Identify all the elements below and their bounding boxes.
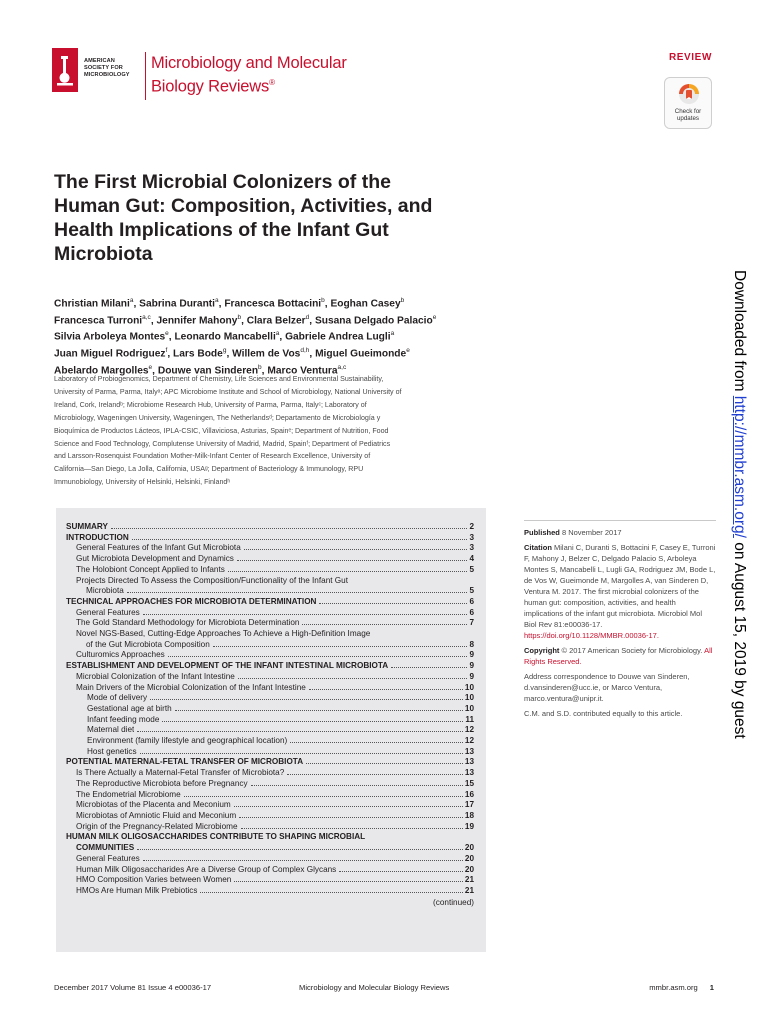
toc-item[interactable] [66, 736, 474, 747]
toc-list [66, 522, 474, 897]
toc-item[interactable] [66, 822, 474, 833]
author-affiliation-mark: a [215, 297, 219, 304]
toc-leader-dots [251, 785, 463, 786]
author-affiliation-mark: b [258, 363, 262, 371]
toc-item[interactable] [66, 576, 474, 587]
toc-item[interactable] [66, 843, 474, 854]
author-affiliation-mark: e [165, 330, 169, 338]
toc-item-page: 5 [469, 586, 474, 596]
watermark-link[interactable]: http://mmbr.asm.org/ [731, 395, 748, 538]
author-line: Abelardo Margolles$^e$, Douwe van Sinderen$^b$, Marco Ventura$^{a,c}$ [54, 363, 347, 377]
footer-journal: Microbiology and Molecular Biology Reviews [299, 983, 450, 992]
toc-leader-dots [309, 689, 463, 690]
author-affiliation-mark: f [165, 347, 168, 355]
author-name: Marco Ventura [267, 365, 338, 377]
toc-item-page: 18 [464, 810, 474, 820]
toc-leader-dots [234, 806, 463, 807]
toc-item-label: of the Gut Microbiota Composition [86, 639, 210, 649]
toc-leader-dots [244, 549, 468, 550]
info-divider [524, 520, 716, 521]
toc-item-label: The Gold Standard Methodology for Microbiota Determination [76, 618, 300, 628]
author-name: Douwe van Sinderen [157, 365, 259, 377]
check-updates-icon [678, 83, 700, 105]
toc-item-page: 21 [464, 875, 474, 885]
footer-issue: December 2017 Volume 81 Issue 4 e00036-17 [54, 983, 212, 992]
author-affiliation-mark: d,h [300, 347, 310, 355]
toc-item-label: Main Drivers of the Microbial Colonization of the Infant Intestine [76, 682, 306, 692]
toc-item[interactable] [66, 832, 474, 843]
author-affiliation-mark: e [432, 313, 437, 321]
toc-item[interactable] [66, 693, 474, 704]
toc-item-label: SUMMARY [66, 522, 108, 531]
toc-item-label: Microbiota [86, 586, 124, 596]
author-name: Clara Belzer [246, 315, 306, 327]
author-affiliation-mark: a [129, 297, 134, 304]
toc-leader-dots [319, 603, 467, 604]
toc-item[interactable] [66, 586, 474, 597]
toc-item-label: The Holobiont Concept Applied to Infants [76, 564, 225, 574]
affiliations: Laboratory of Probiogenomics, Department of Chemistry, Life Sciences and Environmental Sustainability, University of Parma, Parma, Italyᵃ; APC Microbiome Institute and School of Microbiology, National University of Ireland, Cork, Irelandᵇ; Microbiome Research Hub, University of Parma, Parma, Italyᶜ; Laboratory of Microbiology, Wageningen University, Wageningen, The Netherlandsᵈ; Departamento de Microbiología y Bioquímica de Productos Lácteos, IPLA-CSIC, Villaviciosa, Asturias, Spainᵉ; Department of Nutrition, Food Science and Food Technology, Complutense University of Madrid, Madrid, Spainᶠ; Department of Pediatrics and Larsson-Rosenquist Foundation Mother-Milk-Infant Center of Research Excellence, University of California—San Diego, La Jolla, California, USAᵍ; Department of Bacteriology & Immunology, RPU Immunobiology, University of Helsinki, Helsinki, Finlandʰ [54, 375, 402, 487]
article-title: The First Microbial Colonizers of the Human Gut: Composition, Activities, and Health Implications of the Infant Gut Microbiota [54, 171, 433, 265]
toc-item-page: 5 [469, 564, 474, 574]
toc-item-label: Maternal diet [87, 725, 135, 735]
author-name: Miguel Gueimonde [315, 348, 407, 360]
toc-item[interactable] [66, 618, 474, 629]
footer-url[interactable]: mmbr.asm.org [649, 983, 698, 992]
toc-item-page: 13 [464, 768, 474, 778]
author-affiliation-mark: b [400, 297, 405, 304]
toc-item-page: 12 [464, 725, 474, 735]
footer-right [649, 983, 714, 992]
rights-link[interactable]: All Rights Reserved. [524, 646, 713, 666]
toc-leader-dots [140, 753, 463, 754]
toc-item-label: Projects Directed To Assess the Composition/Functionality of the Infant Gut [76, 575, 348, 585]
author-affiliation-mark: e [406, 347, 410, 355]
author-list [54, 294, 494, 377]
toc-item-label: INTRODUCTION [66, 532, 129, 542]
toc-item-page: 2 [469, 522, 474, 531]
author-name: Jennifer Mahony [156, 315, 238, 327]
toc-item[interactable] [66, 629, 474, 640]
toc-item-page: 9 [469, 671, 474, 681]
toc-item[interactable] [66, 886, 474, 897]
toc-item[interactable] [66, 768, 474, 779]
toc-leader-dots [143, 860, 463, 861]
toc-item-label: Microbial Colonization of the Infant Intestine [76, 671, 235, 681]
toc-item-label: General Features [76, 607, 140, 617]
journal-divider [145, 52, 146, 100]
toc-item[interactable] [66, 661, 474, 672]
microscope-logo-icon [52, 48, 78, 92]
toc-leader-dots [168, 656, 468, 657]
toc-item[interactable] [66, 725, 474, 736]
toc-item[interactable] [66, 543, 474, 554]
toc-item-label: General Features [76, 853, 140, 863]
citation-note: Citation Milani C, Duranti S, Bottacini F, Casey E, Turroni F, Mahony J, Belzer C, Delgado Palacio S, Arboleya Montes S, Mancabelli L, Lugli GA, Rodriguez JM, Bode L, de Vos W, Gueimonde M, Margolles A, van Sinderen D, Ventura M. 2017. The first microbial colonizers of the human gut: composition, activities, and health implications of the infant gut microbiota. Microbiol Mol Biol Rev 81:e00036-17. https://doi.org/10.1128/MMBR.00036-17. [524, 543, 716, 640]
author-name: Francesca Bottacini [224, 298, 322, 310]
toc-item[interactable] [66, 522, 474, 533]
toc-item-label: Microbiotas of Amniotic Fluid and Meconium [76, 810, 237, 820]
toc-item-page: 10 [464, 682, 474, 692]
toc-item-label: Origin of the Pregnancy-Related Microbiome [76, 821, 238, 831]
author-name: Eoghan Casey [330, 298, 401, 310]
toc-item-page: 3 [469, 532, 474, 542]
toc-item-label: General Features of the Infant Gut Microbiota [76, 543, 241, 553]
equal-contribution-note: C.M. and S.D. contributed equally to this article. [524, 709, 683, 718]
author-name: Gabriele Andrea Lugli [285, 331, 391, 343]
toc-item[interactable] [66, 854, 474, 865]
toc-leader-dots [150, 699, 463, 700]
toc-item-page: 21 [464, 885, 474, 895]
toc-item[interactable] [66, 554, 474, 565]
table-of-contents [56, 508, 486, 952]
toc-leader-dots [213, 646, 468, 647]
toc-item[interactable] [66, 597, 474, 608]
author-line: Silvia Arboleya Montes$^e$, Leonardo Mancabelli$^a$, Gabriele Andrea Lugli$^a$ [54, 330, 395, 343]
correspondence-note: Address correspondence to Douwe van Sinderen, d.vansinderen@ucc.ie, or Marco Ventura, marco.ventura@unipr.it. [524, 672, 690, 703]
toc-item[interactable] [66, 747, 474, 758]
author-name: Leonardo Mancabelli [174, 331, 276, 343]
toc-leader-dots [132, 539, 468, 540]
toc-leader-dots [306, 763, 463, 764]
author-affiliation-mark: a,c [337, 363, 347, 371]
asm-logo [52, 48, 150, 98]
toc-item-page: 20 [464, 864, 474, 874]
toc-item[interactable] [66, 875, 474, 886]
toc-leader-dots [241, 828, 463, 829]
toc-item-page: 10 [464, 703, 474, 713]
toc-continued-note: (continued) [433, 897, 474, 907]
toc-leader-dots [184, 796, 463, 797]
toc-item[interactable] [66, 640, 474, 651]
toc-item-label: Microbiotas of the Placenta and Meconium [76, 800, 231, 810]
toc-item[interactable] [66, 672, 474, 683]
toc-item-page: 13 [464, 746, 474, 756]
toc-item-label: POTENTIAL MATERNAL-FETAL TRANSFER OF MICROBIOTA [66, 757, 304, 767]
author-affiliation-mark: a,c [142, 313, 151, 321]
author-affiliation-mark: b [237, 313, 242, 321]
author-line: Christian Milani$^a$, Sabrina Duranti$^a$, Francesca Bottacini$^b$, Eoghan Casey$^b$ [54, 297, 405, 310]
toc-item-label: HUMAN MILK OLIGOSACCHARIDES CONTRIBUTE TO SHAPING MICROBIAL [66, 832, 366, 842]
toc-item[interactable] [66, 800, 474, 811]
author-name: Silvia Arboleya Montes [54, 331, 166, 343]
toc-item-page: 7 [469, 618, 474, 628]
toc-leader-dots [143, 614, 468, 615]
toc-item-page: 3 [469, 543, 474, 553]
toc-item-label: TECHNICAL APPROACHES FOR MICROBIOTA DETERMINATION [66, 596, 317, 606]
toc-item-label: HMOs Are Human Milk Prebiotics [76, 885, 198, 895]
author-name: Christian Milani [54, 298, 130, 310]
toc-leader-dots [287, 774, 463, 775]
toc-item-label: Gut Microbiota Development and Dynamics [76, 554, 234, 564]
toc-leader-dots [391, 667, 467, 668]
toc-item-label: Culturomics Approaches [76, 650, 165, 660]
toc-leader-dots [137, 849, 463, 850]
author-affiliation-mark: b [321, 297, 325, 304]
toc-leader-dots [239, 817, 463, 818]
toc-leader-dots [238, 678, 468, 679]
toc-item-label: Is There Actually a Maternal-Fetal Transfer of Microbiota? [76, 768, 285, 778]
author-name: Sabrina Duranti [139, 298, 216, 310]
author-affiliation-mark: a [390, 330, 395, 338]
toc-leader-dots [237, 560, 468, 561]
toc-item[interactable] [66, 715, 474, 726]
toc-item-label: ESTABLISHMENT AND DEVELOPMENT OF THE INFANT INTESTINAL MICROBIOTA [66, 661, 389, 671]
toc-leader-dots [175, 710, 463, 711]
toc-item-page: 13 [464, 757, 474, 767]
download-watermark: Downloaded from http://mmbr.asm.org/ on August 15, 2019 by guest [731, 270, 748, 739]
toc-item-page: 6 [469, 607, 474, 617]
author-name: Lars Bode [173, 348, 223, 360]
toc-leader-dots [290, 742, 463, 743]
toc-item-label: Host genetics [87, 746, 137, 756]
toc-item[interactable] [66, 565, 474, 576]
toc-leader-dots [162, 721, 463, 722]
toc-leader-dots [111, 528, 467, 529]
check-for-updates-button[interactable]: Check for updates [664, 77, 712, 129]
toc-item-label: Novel NGS-Based, Cutting-Edge Approaches To Achieve a High-Definition Image [76, 629, 371, 639]
toc-item-label: Mode of delivery [87, 693, 148, 703]
published-note: Published 8 November 2017 [524, 528, 622, 537]
toc-item-label: The Reproductive Microbiota before Pregnancy [76, 778, 248, 788]
toc-item[interactable] [66, 779, 474, 790]
author-line: Juan Miguel Rodriguez$^f$, Lars Bode$^g$, Willem de Vos$^{d,h}$, Miguel Gueimonde$^e$ [54, 347, 410, 360]
doi-link[interactable]: https://doi.org/10.1128/MMBR.00036-17. [524, 631, 659, 640]
author-line: Francesca Turroni$^{a,c}$, Jennifer Mahony$^b$, Clara Belzer$^d$, Susana Delgado Palacio$^e$ [54, 313, 437, 327]
toc-item-page: 10 [464, 693, 474, 703]
toc-item-page: 6 [469, 596, 474, 606]
copyright-note: Copyright © 2017 American Society for Microbiology. All Rights Reserved. [524, 646, 713, 666]
toc-leader-dots [200, 892, 462, 893]
toc-item[interactable] [66, 683, 474, 694]
toc-item[interactable] [66, 533, 474, 544]
toc-item-page: 12 [464, 736, 474, 746]
toc-leader-dots [137, 731, 463, 732]
toc-leader-dots [339, 871, 463, 872]
toc-item-page: 9 [469, 661, 474, 671]
toc-item-page: 19 [464, 821, 474, 831]
toc-item-page: 20 [464, 843, 474, 853]
toc-item-label: COMMUNITIES [76, 843, 135, 853]
toc-item[interactable] [66, 865, 474, 876]
author-name: Francesca Turroni [54, 315, 143, 327]
society-name: AMERICAN SOCIETY FOR MICROBIOLOGY [84, 58, 130, 78]
toc-item-label: Environment (family lifestyle and geographical location) [87, 736, 288, 746]
author-name: Susana Delgado Palacio [314, 315, 433, 327]
toc-item[interactable] [66, 811, 474, 822]
author-affiliation-mark: g [222, 347, 227, 355]
toc-item[interactable] [66, 704, 474, 715]
toc-item[interactable] [66, 790, 474, 801]
toc-item-page: 15 [464, 778, 474, 788]
page-number: 1 [709, 983, 714, 992]
toc-leader-dots [302, 624, 467, 625]
toc-item-page: 4 [469, 554, 474, 564]
author-affiliation-mark: d [305, 313, 310, 321]
toc-item[interactable] [66, 650, 474, 661]
author-name: Willem de Vos [232, 348, 301, 360]
toc-leader-dots [127, 592, 468, 593]
toc-item-label: The Endometrial Microbiome [76, 789, 181, 799]
article-type-label: REVIEW [668, 52, 712, 63]
toc-item-page: 20 [464, 853, 474, 863]
toc-item-label: Gestational age at birth [87, 703, 172, 713]
journal-name[interactable]: Microbiology and Molecular Biology Reviews® [151, 54, 347, 96]
toc-item[interactable] [66, 757, 474, 768]
toc-item-label: Infant feeding mode [87, 714, 160, 724]
toc-item-page: 8 [469, 639, 474, 649]
author-name: Abelardo Margolles [54, 365, 149, 377]
toc-item-label: Human Milk Oligosaccharides Are a Diverse Group of Complex Glycans [76, 864, 337, 874]
author-affiliation-mark: a [275, 330, 280, 338]
toc-item-label: HMO Composition Varies between Women [76, 875, 232, 885]
toc-item-page: 17 [464, 800, 474, 810]
toc-leader-dots [228, 571, 468, 572]
author-affiliation-mark: e [148, 363, 153, 371]
toc-item-page: 9 [469, 650, 474, 660]
toc-leader-dots [234, 881, 463, 882]
toc-item[interactable] [66, 608, 474, 619]
toc-item-page: 16 [464, 789, 474, 799]
toc-item-page: 11 [465, 714, 474, 724]
author-name: Juan Miguel Rodriguez [54, 348, 166, 360]
article-info [524, 520, 716, 723]
